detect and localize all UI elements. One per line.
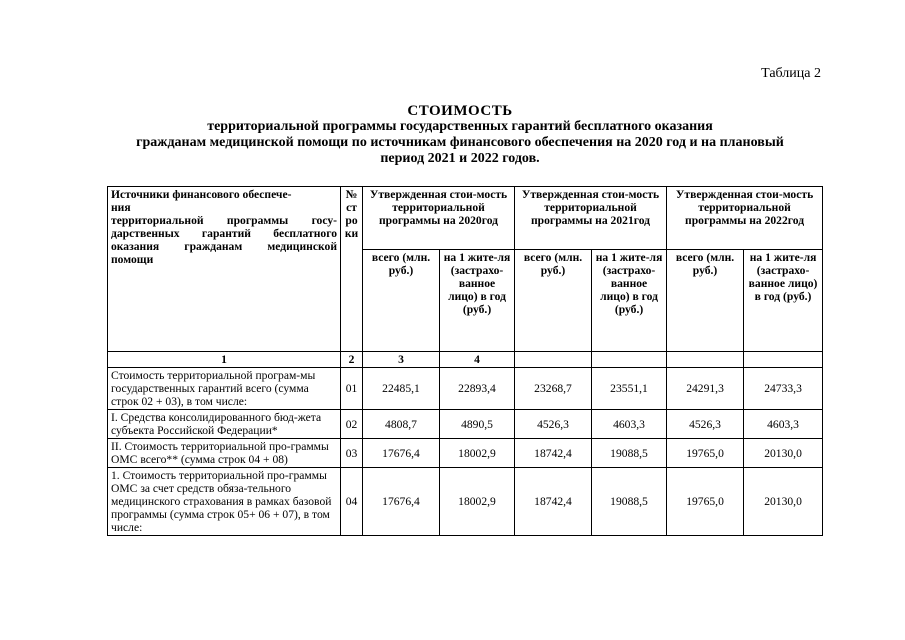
cell-per-capita-2021: 19088,5 (592, 439, 667, 468)
header-source (108, 187, 341, 352)
column-numbers-row (108, 352, 823, 368)
cell-total-2022: 19765,0 (667, 468, 744, 536)
financing-table (107, 186, 823, 536)
cell-total-2022: 24291,3 (667, 368, 744, 410)
row-label: 1. Стоимость территориальной про-граммы ОМС за счет средств обяза-тельного медицинского страхования в рамках базовой программы (сумма строк 05+ 06 + 07), в том числе: (108, 468, 341, 536)
heading-line-2: гражданам медицинской помощи по источникам финансового обеспечения на 2020 год и на плановый (136, 135, 784, 150)
cell-per-capita-2021: 4603,3 (592, 410, 667, 439)
cell-per-capita-2020: 18002,9 (440, 439, 515, 468)
header-total-2022: всего (млн. руб.) (667, 250, 744, 352)
row-label: II. Стоимость территориальной про-граммы ОМС всего** (сумма строк 04 + 08) (108, 439, 341, 468)
document-heading (100, 103, 820, 167)
header-row-number: № ст ро ки (341, 187, 363, 352)
col-number (592, 352, 667, 368)
row-number: 03 (341, 439, 363, 468)
col-number: 2 (341, 352, 363, 368)
cell-total-2022: 4526,3 (667, 410, 744, 439)
heading-line-3: период 2021 и 2022 годов. (380, 151, 540, 166)
cell-per-capita-2020: 22893,4 (440, 368, 515, 410)
header-year-2022: Утвержденная стои-мость территориальной программы на 2022год (667, 187, 823, 250)
cell-per-capita-2022: 20130,0 (744, 468, 823, 536)
header-total-2020: всего (млн. руб.) (363, 250, 440, 352)
table-row (108, 410, 823, 439)
col-number: 1 (108, 352, 341, 368)
cell-total-2020: 4808,7 (363, 410, 440, 439)
heading-line-1: территориальной программы государственных гарантий бесплатного оказания (207, 119, 713, 134)
header-source-text: Источники финансового обеспече- (111, 188, 292, 201)
cell-total-2021: 23268,7 (515, 368, 592, 410)
cell-total-2022: 19765,0 (667, 439, 744, 468)
header-per-capita-2021: на 1 жите-ля (застрахо-ванное лицо) в год (руб.) (592, 250, 667, 352)
cell-total-2020: 17676,4 (363, 468, 440, 536)
row-number: 01 (341, 368, 363, 410)
row-label: Стоимость территориальной програм-мы государственных гарантий всего (сумма строк 02 + 03), в том числе: (108, 368, 341, 410)
cell-total-2021: 18742,4 (515, 439, 592, 468)
header-total-2021: всего (млн. руб.) (515, 250, 592, 352)
cell-per-capita-2021: 23551,1 (592, 368, 667, 410)
cell-per-capita-2021: 19088,5 (592, 468, 667, 536)
cell-per-capita-2022: 4603,3 (744, 410, 823, 439)
cell-per-capita-2020: 4890,5 (440, 410, 515, 439)
table-label: Таблица 2 (761, 66, 821, 81)
cell-per-capita-2022: 20130,0 (744, 439, 823, 468)
row-number: 02 (341, 410, 363, 439)
cell-per-capita-2020: 18002,9 (440, 468, 515, 536)
header-year-2021: Утвержденная стои-мость территориальной программы на 2021год (515, 187, 667, 250)
cell-per-capita-2022: 24733,3 (744, 368, 823, 410)
heading-title: СТОИМОСТЬ (407, 103, 513, 119)
cell-total-2021: 4526,3 (515, 410, 592, 439)
table-row (108, 439, 823, 468)
header-per-capita-2022: на 1 жите-ля (застрахо-ванное лицо) в год (руб.) (744, 250, 823, 352)
cell-total-2020: 22485,1 (363, 368, 440, 410)
header-source-center: ния (111, 201, 131, 214)
cell-total-2020: 17676,4 (363, 439, 440, 468)
col-number (515, 352, 592, 368)
table-row (108, 468, 823, 536)
col-number: 3 (363, 352, 440, 368)
header-source-rest: территориальной программы госу-дарственных гарантий бесплатного оказания гражданам медицинской помощи (111, 214, 337, 266)
header-per-capita-2020: на 1 жите-ля (застрахо-ванное лицо) в год (руб.) (440, 250, 515, 352)
table-row (108, 368, 823, 410)
col-number (667, 352, 744, 368)
header-row-top (108, 187, 823, 250)
cell-total-2021: 18742,4 (515, 468, 592, 536)
header-year-2020: Утвержденная стои-мость территориальной программы на 2020год (363, 187, 515, 250)
row-label: I. Средства консолидированного бюд-жета субъекта Российской Федерации* (108, 410, 341, 439)
col-number: 4 (440, 352, 515, 368)
row-number: 04 (341, 468, 363, 536)
col-number (744, 352, 823, 368)
